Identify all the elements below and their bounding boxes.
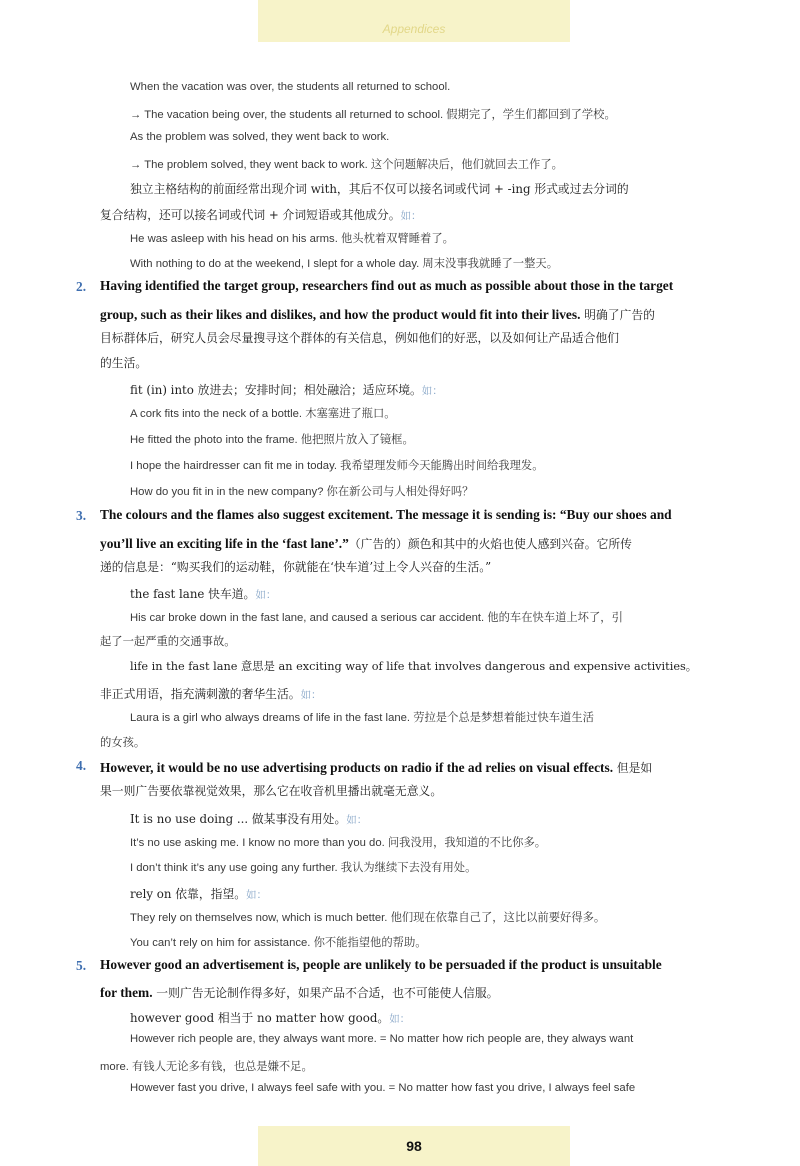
item-number: 3. <box>76 508 87 523</box>
explanation-line: life in the fast lane 意思是 an exciting way of life that involves dangerous and expensive activities。 <box>130 660 698 673</box>
header-title: Appendices <box>382 22 446 36</box>
example-line: 的女孩。 <box>100 736 146 749</box>
item-number: 4. <box>76 758 87 773</box>
item-number: 5. <box>76 958 87 973</box>
translation-line: 递的信息是：“购买我们的运动鞋，你就能在‘快车道’过上令人兴奋的生活。” <box>100 560 492 574</box>
explanation-line <box>100 204 800 223</box>
example-marker: 如： <box>389 1013 411 1025</box>
page-number: 98 <box>406 1138 422 1154</box>
example-line: They rely on themselves now, which is much better. 他们现在依靠自己了，这比以前要好得多。 <box>130 912 606 924</box>
translation-text: （广告的）颜色和其中的火焰也使人感到兴奋。它所传 <box>348 537 632 551</box>
example-line: His car broke down in the fast lane, and caused a serious car accident. 他的车在快车道上坏了，引 <box>130 612 623 624</box>
example-line: When the vacation was over, the students all returned to school. <box>130 81 451 93</box>
example-line: more. 有钱人无论多有钱，也总是嫌不足。 <box>100 1061 313 1073</box>
sentence-line: The colours and the flames also suggest excitement. The message it is sending is: “Buy our shoes and <box>100 507 672 522</box>
translation-line: 果一则广告要依靠视觉效果，那么它在收音机里播出就毫无意义。 <box>100 784 443 798</box>
sentence-text: However, it would be no use advertising products on radio if the ad relies on visual effects. <box>100 760 614 775</box>
footer-band <box>258 1126 570 1166</box>
example-line: Laura is a girl who always dreams of life in the fast lane. 劳拉是个总是梦想着能过快车道生活 <box>130 712 594 724</box>
translation-line: 的生活。 <box>100 356 148 370</box>
example-line: You can’t rely on him for assistance. 你不能指望他的帮助。 <box>130 937 427 949</box>
explanation-text: rely on 依靠，指望。 <box>130 887 247 901</box>
example-line: He was asleep with his head on his arms. 他头枕着双臂睡着了。 <box>130 233 454 245</box>
explanation-line: 独立主格结构的前面经常出现介词 with，其后不仅可以接名词或代词 + -ing 形式或过去分词的 <box>130 182 629 196</box>
sentence-line: However good an advertisement is, people are unlikely to be persuaded if the product is unsuitable <box>100 957 662 972</box>
explanation-text: 复合结构，还可以接名词或代词 + 介词短语或其他成分。 <box>100 208 401 222</box>
translation-text: 但是如 <box>613 761 653 775</box>
sentence-text: you’ll live an exciting life in the ‘fast lane’.” <box>100 536 349 551</box>
example-line: However rich people are, they always want more. = No matter how rich people are, they always want <box>130 1033 634 1045</box>
example-line: As the problem was solved, they went back to work. <box>130 131 390 143</box>
item-number: 2. <box>76 279 87 294</box>
example-line: He fitted the photo into the frame. 他把照片放入了镜框。 <box>130 434 414 446</box>
explanation-line <box>130 583 800 602</box>
sentence-line: Having identified the target group, researchers find out as much as possible about those in the target <box>100 278 674 293</box>
example-line: I hope the hairdresser can fit me in today. 我希望理发师今天能腾出时间给我理发。 <box>130 460 544 472</box>
explanation-line <box>130 808 800 827</box>
explanation-text: however good 相当于 no matter how good。 <box>130 1011 390 1025</box>
example-line: How do you fit in in the new company? 你在新公司与人相处得好吗？ <box>130 486 474 498</box>
explanation-line <box>130 1007 800 1026</box>
explanation-text: the fast lane 快车道。 <box>130 587 256 601</box>
example-line: → The vacation being over, the students all returned to school. 假期完了，学生们都回到了学校。 <box>130 109 616 121</box>
example-marker: 如： <box>346 814 368 826</box>
example-line: With nothing to do at the weekend, I slept for a whole day. 周末没事我就睡了一整天。 <box>130 258 558 270</box>
example-line: 起了一起严重的交通事故。 <box>100 635 236 648</box>
explanation-line <box>130 379 800 398</box>
example-line: It’s no use asking me. I know no more than you do. 问我没用，我知道的不比你多。 <box>130 837 547 849</box>
example-marker: 如： <box>255 589 277 601</box>
sentence-line <box>100 757 800 776</box>
sentence-text: for them. <box>100 985 153 1000</box>
explanation-line <box>130 883 800 902</box>
translation-text: 明确了广告的 <box>580 308 655 322</box>
sentence-line <box>100 533 800 552</box>
example-marker: 如： <box>246 889 268 901</box>
example-line: → The problem solved, they went back to work. 这个问题解决后，他们就回去工作了。 <box>130 159 563 171</box>
translation-text: 一则广告无论制作得多好，如果产品不合适，也不可能使人信服。 <box>152 986 499 1000</box>
translation-line: 目标群体后，研究人员会尽量搜寻这个群体的有关信息，例如他们的好恶，以及如何让产品适合他们 <box>100 331 620 345</box>
example-marker: 如： <box>400 210 422 222</box>
sentence-text: group, such as their likes and dislikes, and how the product would fit into their lives. <box>100 307 581 322</box>
sentence-line <box>100 304 800 323</box>
example-line: A cork fits into the neck of a bottle. 木塞塞进了瓶口。 <box>130 408 396 420</box>
header-band <box>258 0 570 42</box>
example-line: However fast you drive, I always feel safe with you. = No matter how fast you drive, I always feel safe <box>130 1082 636 1094</box>
explanation-text: 非正式用语，指充满刺激的奢华生活。 <box>100 687 301 701</box>
explanation-text: fit (in) into 放进去；安排时间；相处融洽；适应环境。 <box>130 383 422 397</box>
example-marker: 如： <box>421 385 443 397</box>
explanation-text: It is no use doing ... 做某事没有用处。 <box>130 812 347 826</box>
example-marker: 如： <box>300 689 322 701</box>
explanation-line <box>100 683 800 702</box>
example-line: I don’t think it’s any use going any further. 我认为继续下去没有用处。 <box>130 862 477 874</box>
sentence-line <box>100 982 800 1001</box>
